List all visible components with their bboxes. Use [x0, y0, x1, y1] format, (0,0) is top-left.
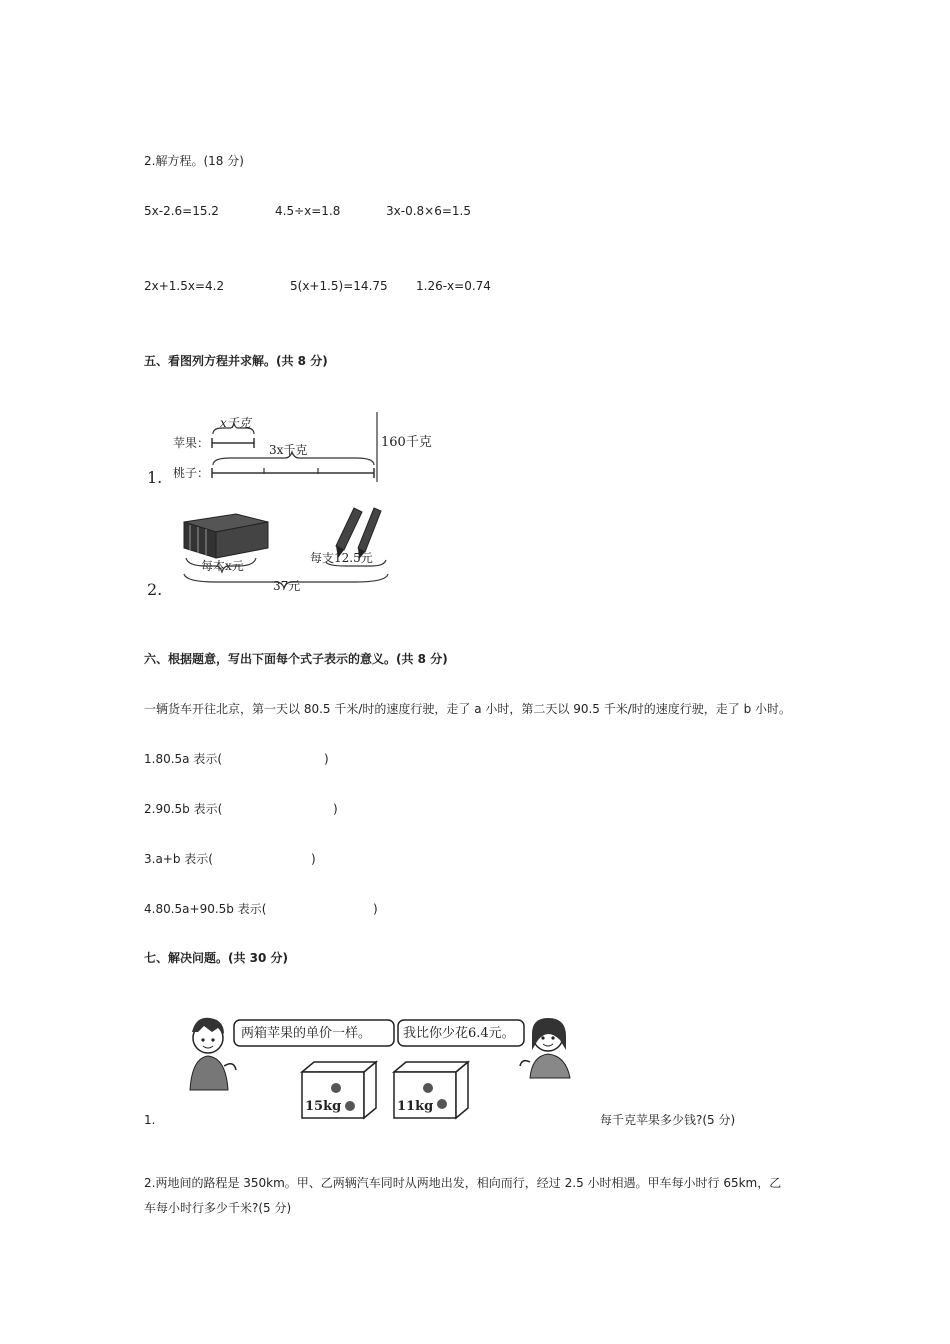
q2-heading: 2.解方程。(18 分): [144, 154, 244, 168]
equation-1: 5x-2.6=15.2: [144, 204, 219, 218]
problem-7-2-line-2: 车每小时行多少千米?(5 分): [144, 1201, 292, 1215]
item-4-close: ): [373, 902, 378, 916]
apple-boxes-illustration: [176, 1000, 586, 1122]
total-160kg-label: 160千克: [381, 435, 432, 450]
section-6-heading: 六、根据题意，写出下面每个式子表示的意义。(共 8 分): [144, 652, 448, 666]
equation-5: 5(x+1.5)=14.75: [290, 279, 388, 293]
apple-label: 苹果：: [173, 436, 210, 450]
section-7-heading: 七、解决问题。(共 30 分): [144, 951, 289, 965]
boy-icon: [190, 1018, 236, 1090]
three-x-kg-label: 3x千克: [269, 443, 308, 457]
item-2-close: ): [333, 802, 338, 816]
equation-3: 3x-0.8×6=1.5: [386, 204, 471, 218]
item-1-close: ): [324, 752, 329, 766]
equation-2: 4.5÷x=1.8: [275, 204, 341, 218]
problem-7-1-number: 1.: [144, 1113, 156, 1127]
item-1-text: 1.80.5a 表示(: [144, 752, 223, 766]
section-6-intro: 一辆货车开往北京，第一天以 80.5 千米/时的速度行驶，走了 a 小时，第二天以 90.5 千米/时的速度行驶，走了 b 小时。: [144, 702, 792, 716]
bubble-1-text: 两箱苹果的单价一样。: [241, 1026, 372, 1041]
item-4-text: 4.80.5a+90.5b 表示(: [144, 902, 267, 916]
x-kg-label: x千克: [220, 416, 251, 430]
problem-7-1-question: 每千克苹果多少钱?(5 分): [600, 1113, 736, 1127]
problem-7-2-line-1: 2.两地间的路程是 350km。甲、乙两辆汽车同时从两地出发，相向而行，经过 2.5 小时相遇。甲车每小时行 65km，乙: [144, 1176, 782, 1190]
item-3-text: 3.a+b 表示(: [144, 852, 213, 866]
box-2-weight: 11kg: [397, 1099, 434, 1114]
problem-5-1-number: 1.: [147, 468, 163, 487]
box-1-weight: 15kg: [305, 1099, 342, 1114]
books-icon: [184, 514, 268, 558]
book-price-label: 每本x元: [201, 559, 244, 573]
equation-6: 1.26-x=0.74: [416, 279, 491, 293]
bubble-2-text: 我比你少花6.4元。: [403, 1026, 515, 1041]
pen-price-label: 每支12.5元: [310, 551, 373, 565]
item-2-text: 2.90.5b 表示(: [144, 802, 223, 816]
section-5-heading: 五、看图列方程并求解。(共 8 分): [144, 354, 328, 368]
peach-label: 桃子：: [173, 466, 210, 480]
problem-5-2-number: 2.: [147, 580, 163, 599]
item-3-close: ): [311, 852, 316, 866]
equation-4: 2x+1.5x=4.2: [144, 279, 225, 293]
total-37-label: 37元: [273, 579, 301, 593]
girl-icon: [520, 1018, 570, 1078]
